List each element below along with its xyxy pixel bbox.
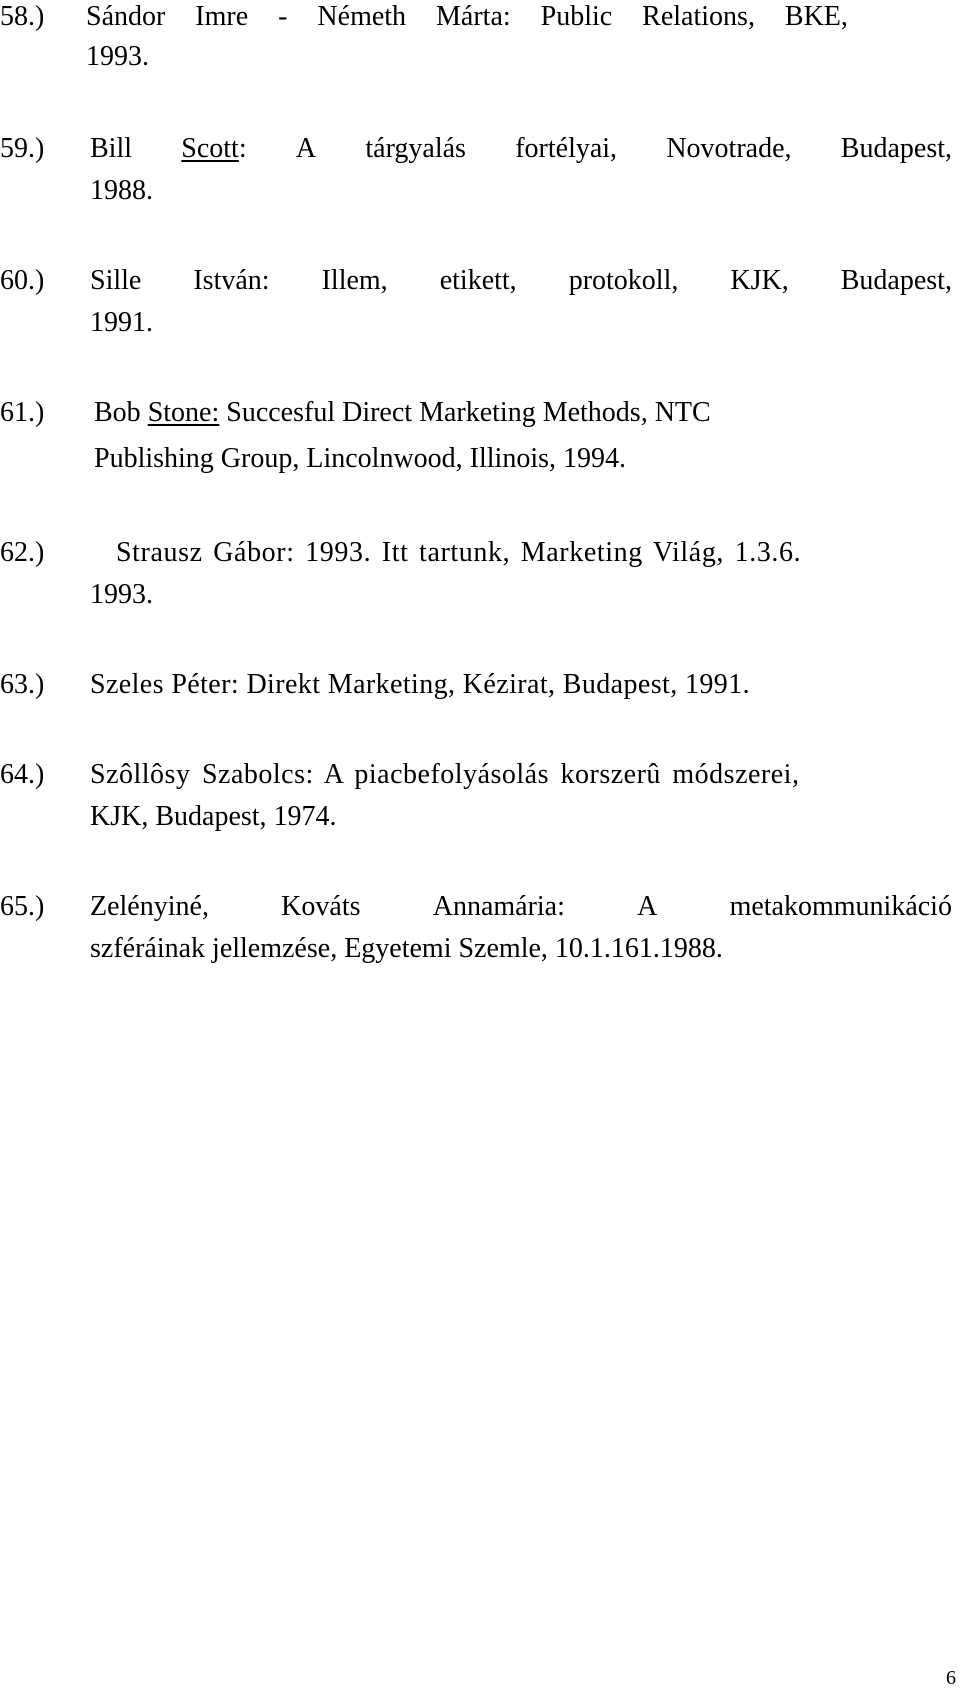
reference-text-line1: Szeles Péter: Direkt Marketing, Kézirat, Budapest, 1991. [90,669,751,700]
reference-number: 60.) [0,265,45,296]
page-number: 6 [946,1667,956,1689]
reference-text-line1: Zelényiné, Kováts Annamária: A metakommunikáció [90,891,952,922]
reference-text-line2: 1993. [86,41,149,72]
reference-number: 58.) [0,1,45,32]
reference-text-line1: Bob Stone: Succesful Direct Marketing Methods, NTC [94,397,711,428]
reference-text-line1: Strausz Gábor: 1993. Itt tartunk, Marketing Világ, 1.3.6. [116,537,802,568]
reference-text-line1: Sándor Imre - Németh Márta: Public Relations, BKE, [86,1,848,32]
reference-text-line2: 1988. [90,175,153,206]
reference-text-line1: Szôllôsy Szabolcs: A piacbefolyásolás korszerû módszerei, [90,759,800,790]
reference-number: 63.) [0,669,45,700]
reference-text-line1: Sille István: Illem, etikett, protokoll, KJK, Budapest, [90,265,952,296]
reference-number: 61.) [0,397,45,428]
reference-number: 62.) [0,537,45,568]
author-surname: Scott [181,133,239,164]
reference-text-line1: Bill Scott: A tárgyalás fortélyai, Novotrade, Budapest, [90,133,952,164]
reference-number: 64.) [0,759,45,790]
reference-text-line2: 1993. [90,579,153,610]
author-surname: Stone: [147,397,220,428]
reference-number: 59.) [0,133,45,164]
reference-number: 65.) [0,891,45,922]
reference-text-line2: 1991. [90,307,153,338]
reference-text-line2: Publishing Group, Lincolnwood, Illinois, 1994. [94,443,626,474]
reference-text-line2: szféráinak jellemzése, Egyetemi Szemle, 10.1.161.1988. [90,933,723,964]
reference-text-line2: KJK, Budapest, 1974. [90,801,337,832]
